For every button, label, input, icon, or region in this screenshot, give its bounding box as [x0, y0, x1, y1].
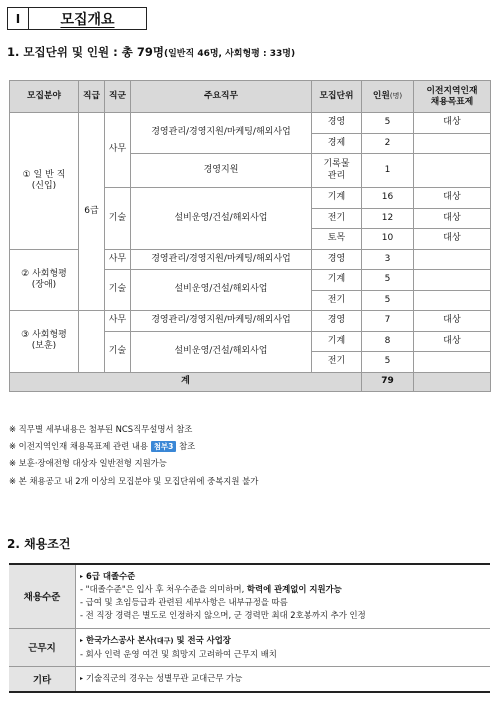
condition-row-etc [9, 666, 490, 692]
duty-cell: 설비운영/건설/해외사업 [131, 331, 312, 372]
count-cell: 5 [362, 352, 414, 373]
unit-cell: 기계 [312, 188, 362, 209]
grade-blank-cell [79, 311, 105, 373]
table-row [10, 311, 491, 332]
unit-cell: 기계 [312, 270, 362, 291]
total-row [10, 372, 491, 391]
target-cell [414, 154, 491, 188]
duty-cell: 경영관리/경영지원/마케팅/해외사업 [131, 311, 312, 332]
duty-cell: 설비운영/건설/해외사업 [131, 188, 312, 250]
count-cell: 8 [362, 331, 414, 352]
unit-cell: 경영 [312, 113, 362, 134]
field-disabled: ② 사회형평 (장애) [10, 249, 79, 311]
duty-cell: 설비운영/건설/해외사업 [131, 270, 312, 311]
group-cell: 사무 [105, 249, 131, 270]
header-field: 모집분야 [10, 81, 79, 113]
total-target-blank [414, 372, 491, 391]
target-cell [414, 352, 491, 373]
unit-cell: 전기 [312, 290, 362, 311]
note-item: ※ 이전지역인재 채용목표제 관련 내용 첨부3 참조 [9, 441, 196, 452]
grade-cell: 6급 [79, 113, 105, 311]
header-grade: 직급 [79, 81, 105, 113]
target-cell [414, 290, 491, 311]
header-group: 직군 [105, 81, 131, 113]
header-duty: 주요직무 [131, 81, 312, 113]
section-header [7, 7, 147, 30]
target-cell: 대상 [414, 311, 491, 332]
table-header-row [10, 81, 491, 113]
note-item: ※ 보훈·장애전형 대상자 일반전형 지원가능 [9, 458, 167, 469]
field-general: ① 일 반 직 (신입) [10, 113, 79, 250]
count-cell: 1 [362, 154, 414, 188]
condition-row-standard [9, 564, 490, 628]
group-cell: 기술 [105, 188, 131, 250]
condition-label: 채용수준 [9, 564, 76, 628]
target-cell: 대상 [414, 229, 491, 250]
target-cell [414, 270, 491, 291]
field-veteran: ③ 사회형평 (보훈) [10, 311, 79, 373]
conditions-table [9, 563, 490, 693]
duty-cell: 경영관리/경영지원/마케팅/해외사업 [131, 249, 312, 270]
unit-cell: 전기 [312, 208, 362, 229]
unit-cell: 기록물 관리 [312, 154, 362, 188]
heading-detail: (일반직 46명, 사회형평 : 33명) [163, 49, 296, 59]
duty-cell: 경영지원 [131, 154, 312, 188]
condition-content: ▸ 기술직군의 경우는 성별무관 교대근무 가능 [76, 666, 491, 692]
header-target: 이전지역인재 채용목표제 [414, 81, 491, 113]
unit-cell: 토목 [312, 229, 362, 250]
target-cell: 대상 [414, 331, 491, 352]
count-cell: 2 [362, 133, 414, 154]
unit-cell: 기계 [312, 331, 362, 352]
section-title: 모집개요 [60, 11, 115, 28]
count-cell: 3 [362, 249, 414, 270]
triangle-icon: ▸ [80, 573, 84, 581]
count-cell: 16 [362, 188, 414, 209]
table-row [10, 113, 491, 134]
condition-content: ▸ 한국가스공사 본사(대구) 및 전국 사업장 - 회사 인력 운영 여건 및 희망지 고려하여 근무지 배치 [76, 628, 491, 666]
count-cell: 5 [362, 113, 414, 134]
group-cell: 사무 [105, 113, 131, 188]
total-count: 79 [362, 372, 414, 391]
unit-cell: 경영 [312, 249, 362, 270]
note-item: ※ 본 채용공고 내 2개 이상의 모집분야 및 모집단위에 중복지원 불가 [9, 475, 259, 486]
recruitment-table [9, 80, 491, 392]
triangle-icon: ▸ [80, 675, 84, 683]
target-cell: 대상 [414, 188, 491, 209]
count-cell: 12 [362, 208, 414, 229]
total-label: 계 [10, 372, 362, 391]
header-count: 인원(명) [362, 81, 414, 113]
note-item: ※ 직무별 세부내용은 첨부된 NCS직무설명서 참조 [9, 424, 193, 434]
target-cell [414, 249, 491, 270]
condition-row-location [9, 628, 490, 666]
heading-conditions: 2. 채용조건 [7, 537, 71, 551]
group-cell: 사무 [105, 311, 131, 332]
group-cell: 기술 [105, 270, 131, 311]
count-cell: 7 [362, 311, 414, 332]
unit-cell: 경제 [312, 133, 362, 154]
count-cell: 5 [362, 270, 414, 291]
condition-label: 기타 [9, 666, 76, 692]
target-cell: 대상 [414, 208, 491, 229]
count-cell: 5 [362, 290, 414, 311]
heading-recruitment-units: 1. 모집단위 및 인원 : 총 79명(일반직 46명, 사회형평 : 33명) [7, 45, 296, 59]
duty-cell: 경영관리/경영지원/마케팅/해외사업 [131, 113, 312, 154]
condition-content: ▸ 6급 대졸수준 - "대졸수준"은 입사 후 처우수준을 의미하며, 학력에 관계없이 지원가능 - 급여 및 초임등급과 관련된 세부사항은 내부규정을 따름 - 전 직장 경력은 별도로 인정하지 않으며, 군 경력만 최대 2호봉까지 추가 인정 [76, 564, 491, 628]
count-cell: 10 [362, 229, 414, 250]
section-number: Ⅰ [8, 8, 29, 29]
attachment-badge: 첨부3 [151, 441, 177, 452]
triangle-icon: ▸ [80, 636, 84, 644]
unit-cell: 전기 [312, 352, 362, 373]
unit-cell: 경영 [312, 311, 362, 332]
notes-list [9, 421, 258, 490]
target-cell [414, 133, 491, 154]
header-unit: 모집단위 [312, 81, 362, 113]
condition-label: 근무지 [9, 628, 76, 666]
group-cell: 기술 [105, 331, 131, 372]
target-cell: 대상 [414, 113, 491, 134]
